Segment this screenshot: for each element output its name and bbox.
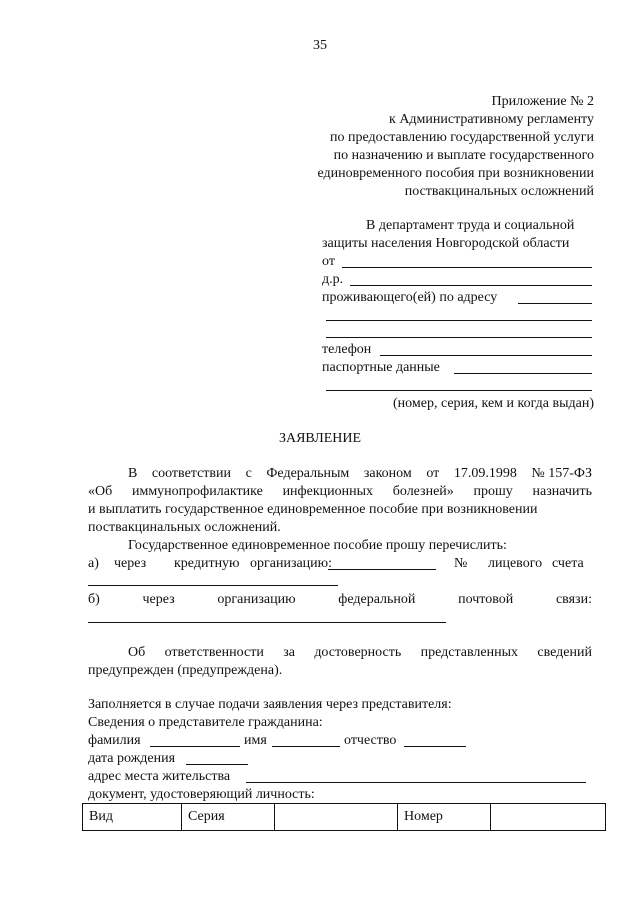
word: прошу bbox=[473, 484, 513, 499]
representative-info-label: Сведения о представителе гражданина: bbox=[88, 715, 323, 730]
patronymic-field[interactable] bbox=[404, 746, 466, 747]
paragraph1-line2 bbox=[88, 484, 592, 500]
addressee-line1: В департамент труда и социальной bbox=[366, 218, 575, 233]
appendix-line: по предоставлению государственной услуги bbox=[330, 130, 594, 145]
table-cell-series-value[interactable] bbox=[275, 804, 398, 831]
addressee-line2: защиты населения Новгородской области bbox=[322, 236, 570, 251]
post-office-field[interactable] bbox=[88, 622, 446, 623]
table-cell-series[interactable]: Серия bbox=[182, 804, 275, 831]
paragraph1-line4: поствакцинальных осложнений. bbox=[88, 520, 281, 535]
phone-label: телефон bbox=[322, 342, 372, 357]
patronymic-label: отчество bbox=[344, 733, 397, 748]
representative-intro: Заполняется в случае подачи заявления через представителя: bbox=[88, 697, 452, 712]
table-cell-number[interactable]: Номер bbox=[398, 804, 491, 831]
passport-label: паспортные данные bbox=[322, 360, 440, 375]
word: сведений bbox=[537, 645, 592, 660]
appendix-line: единовременного пособия при возникновении bbox=[317, 166, 594, 181]
option-b bbox=[88, 592, 592, 608]
word: № 157-ФЗ bbox=[531, 466, 592, 481]
appendix-line: к Административному регламенту bbox=[389, 112, 594, 127]
word: достоверность bbox=[314, 645, 402, 660]
word: Об bbox=[128, 645, 146, 660]
surname-field[interactable] bbox=[150, 746, 240, 747]
word: почтовой bbox=[458, 592, 514, 607]
account-number-sign: № bbox=[454, 556, 468, 571]
dob-label: д.р. bbox=[322, 272, 344, 287]
word: 17.09.1998 bbox=[453, 466, 517, 481]
bank-name-field[interactable] bbox=[328, 569, 436, 570]
word: законом bbox=[363, 466, 412, 481]
passport-field[interactable] bbox=[454, 373, 592, 374]
account-field[interactable] bbox=[88, 585, 338, 586]
id-document-label: документ, удостоверяющий личность: bbox=[88, 787, 315, 802]
word: Федеральным bbox=[266, 466, 350, 481]
responsibility-line2: предупрежден (предупреждена). bbox=[88, 663, 283, 678]
name-label: имя bbox=[244, 733, 267, 748]
dob-field[interactable] bbox=[350, 285, 592, 286]
option-a-word: через bbox=[114, 556, 147, 571]
responsibility-line1 bbox=[128, 645, 592, 661]
rep-address-field[interactable] bbox=[246, 782, 586, 783]
account-word: счета bbox=[552, 556, 584, 571]
name-field[interactable] bbox=[272, 746, 340, 747]
rep-dob-field[interactable] bbox=[186, 764, 248, 765]
passport-field-2[interactable] bbox=[326, 390, 592, 391]
rep-address-label: адрес места жительства bbox=[88, 769, 231, 784]
option-a-word: организацию: bbox=[250, 556, 333, 571]
residing-label: проживающего(ей) по адресу bbox=[322, 290, 498, 305]
word: иммунопрофилактике bbox=[131, 484, 263, 499]
appendix-line: поствакцинальных осложнений bbox=[404, 184, 594, 199]
word: с bbox=[245, 466, 252, 481]
option-a bbox=[88, 556, 592, 572]
word: представленных bbox=[420, 645, 518, 660]
word: федеральной bbox=[338, 592, 416, 607]
option-a-prefix: а) bbox=[88, 556, 99, 571]
word: организацию bbox=[217, 592, 296, 607]
word: б) bbox=[88, 592, 100, 607]
word: ответственности bbox=[164, 645, 264, 660]
appendix-block bbox=[234, 93, 594, 201]
phone-field[interactable] bbox=[380, 355, 592, 356]
address-field-3[interactable] bbox=[326, 337, 592, 338]
table-row bbox=[83, 804, 606, 831]
from-label: от bbox=[322, 254, 335, 269]
residing-field[interactable] bbox=[518, 303, 592, 304]
address-field-2[interactable] bbox=[326, 320, 592, 321]
word: за bbox=[283, 645, 295, 660]
table-cell-number-value[interactable] bbox=[491, 804, 606, 831]
from-field[interactable] bbox=[342, 267, 592, 268]
option-a-word: кредитную bbox=[174, 556, 240, 571]
word: связи: bbox=[555, 592, 592, 607]
appendix-line: по назначению и выплате государственного bbox=[333, 148, 594, 163]
paragraph1-line1 bbox=[128, 466, 592, 482]
appendix-line: Приложение № 2 bbox=[491, 94, 594, 109]
transfer-intro: Государственное единовременное пособие прошу перечислить: bbox=[128, 538, 507, 553]
word: инфекционных bbox=[282, 484, 374, 499]
id-document-table bbox=[82, 803, 606, 831]
word: «Об bbox=[88, 484, 113, 499]
word: соответствии bbox=[151, 466, 232, 481]
word: от bbox=[426, 466, 440, 481]
word: через bbox=[142, 592, 175, 607]
passport-hint: (номер, серия, кем и когда выдан) bbox=[393, 396, 594, 411]
word: В bbox=[128, 466, 138, 481]
word: болезней» bbox=[392, 484, 454, 499]
document-title: ЗАЯВЛЕНИЕ bbox=[278, 431, 362, 446]
word: назначить bbox=[532, 484, 592, 499]
table-cell-type[interactable]: Вид bbox=[83, 804, 182, 831]
account-word: лицевого bbox=[488, 556, 543, 571]
paragraph1-line3: и выплатить государственное единовременное пособие при возникновении bbox=[88, 502, 538, 517]
page-number: 35 bbox=[313, 38, 327, 53]
surname-label: фамилия bbox=[88, 733, 141, 748]
rep-dob-label: дата рождения bbox=[88, 751, 176, 766]
